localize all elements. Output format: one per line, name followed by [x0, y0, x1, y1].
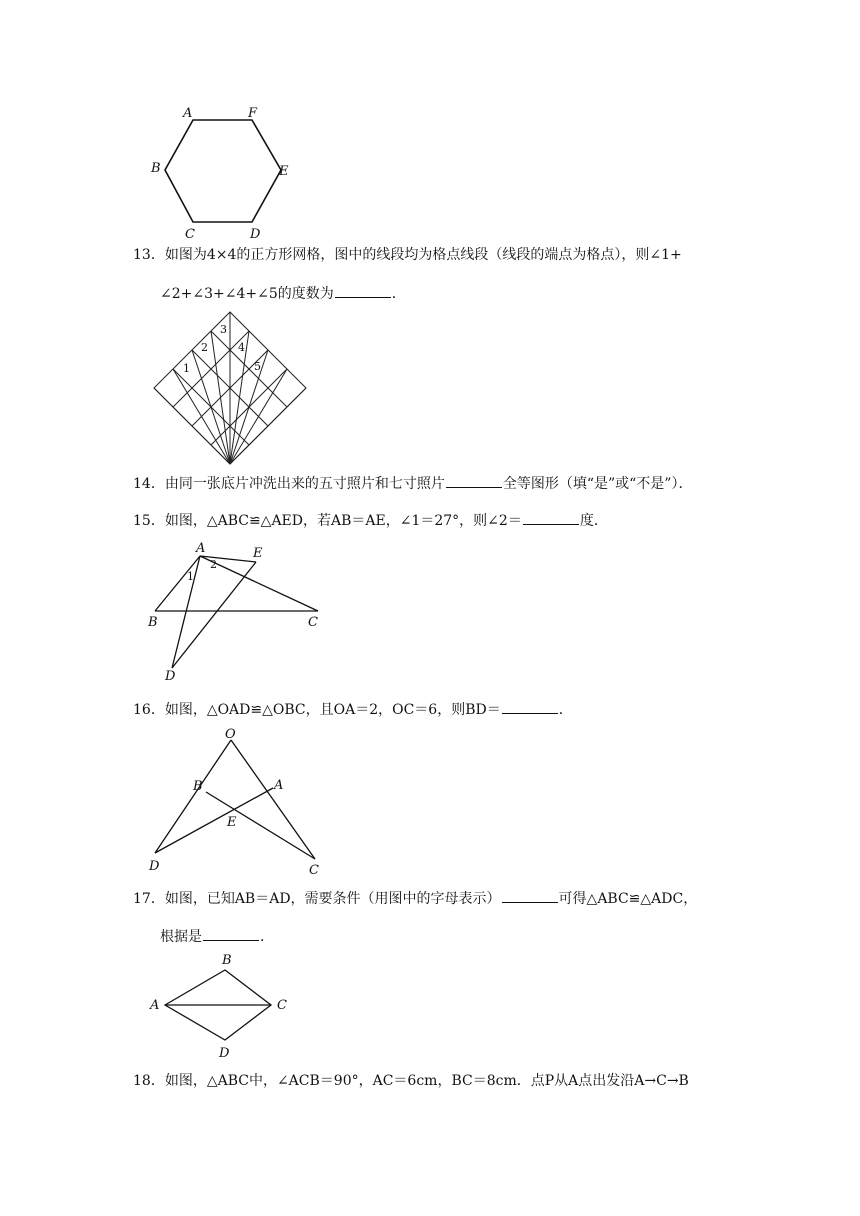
angle-label-4: 4	[238, 341, 245, 354]
answer-blank-17a[interactable]	[502, 888, 558, 903]
angle-label-1: 1	[187, 570, 194, 583]
angle-label-2: 2	[210, 558, 217, 571]
label-B: B	[151, 161, 161, 176]
label-B: B	[148, 615, 158, 630]
label-D: D	[165, 669, 176, 683]
label-F: F	[248, 106, 258, 121]
question-17-line1: 17．如图，已知AB＝AD，需要条件（用图中的字母表示） 可得△ABC≌△ADC，	[133, 888, 697, 909]
label-D: D	[219, 1046, 230, 1061]
label-A: A	[196, 541, 206, 556]
angle-label-5: 5	[254, 360, 261, 373]
label-D: D	[250, 227, 261, 240]
question-13-line2: ∠2+∠3+∠4+∠5的度数为 ．	[160, 283, 406, 304]
angle-label-2: 2	[201, 341, 208, 354]
label-O: O	[225, 727, 236, 742]
label-E: E	[279, 164, 289, 179]
kite-figure-17	[145, 950, 295, 1062]
label-B: B	[222, 953, 232, 968]
answer-blank-14[interactable]	[446, 473, 502, 488]
question-18: 18．如图，△ABC中，∠ACB＝90°，AC＝6cm，BC＝8cm．点P从A点出发沿A→C→B	[133, 1073, 689, 1089]
answer-blank-16[interactable]	[502, 699, 558, 714]
question-13-line1: 13．如图为4×4的正方形网格，图中的线段均为格点线段（线段的端点为格点），则∠1+	[133, 247, 682, 263]
question-14: 14．由同一张底片冲洗出来的五寸照片和七寸照片 全等图形（填“是”或“不是”）．	[133, 473, 692, 494]
label-A: A	[183, 106, 193, 121]
label-A: A	[150, 998, 160, 1013]
label-C: C	[309, 863, 319, 878]
label-A: A	[274, 778, 284, 793]
label-B: B	[193, 779, 203, 794]
hexagon-figure	[145, 100, 295, 240]
triangles-figure-16	[143, 725, 333, 880]
question-16: 16．如图，△OAD≌△OBC，且OA＝2，OC＝6，则BD＝ ．	[133, 699, 573, 720]
angle-label-3: 3	[220, 323, 227, 336]
answer-blank-17b[interactable]	[203, 926, 259, 941]
diamond-grid-figure	[150, 308, 310, 468]
angle-label-1: 1	[183, 362, 190, 375]
label-E: E	[227, 815, 237, 830]
question-17-line2: 根据是 ．	[160, 926, 274, 947]
label-C: C	[185, 227, 195, 240]
question-15: 15．如图，△ABC≌△AED，若AB＝AE，∠1＝27°，则∠2＝ 度．	[133, 510, 608, 531]
label-C: C	[277, 998, 287, 1013]
label-D: D	[149, 859, 160, 874]
triangles-figure-15	[140, 538, 340, 683]
label-E: E	[253, 546, 263, 561]
answer-blank-13[interactable]	[335, 283, 391, 298]
label-C: C	[308, 615, 318, 630]
answer-blank-15[interactable]	[523, 510, 579, 525]
